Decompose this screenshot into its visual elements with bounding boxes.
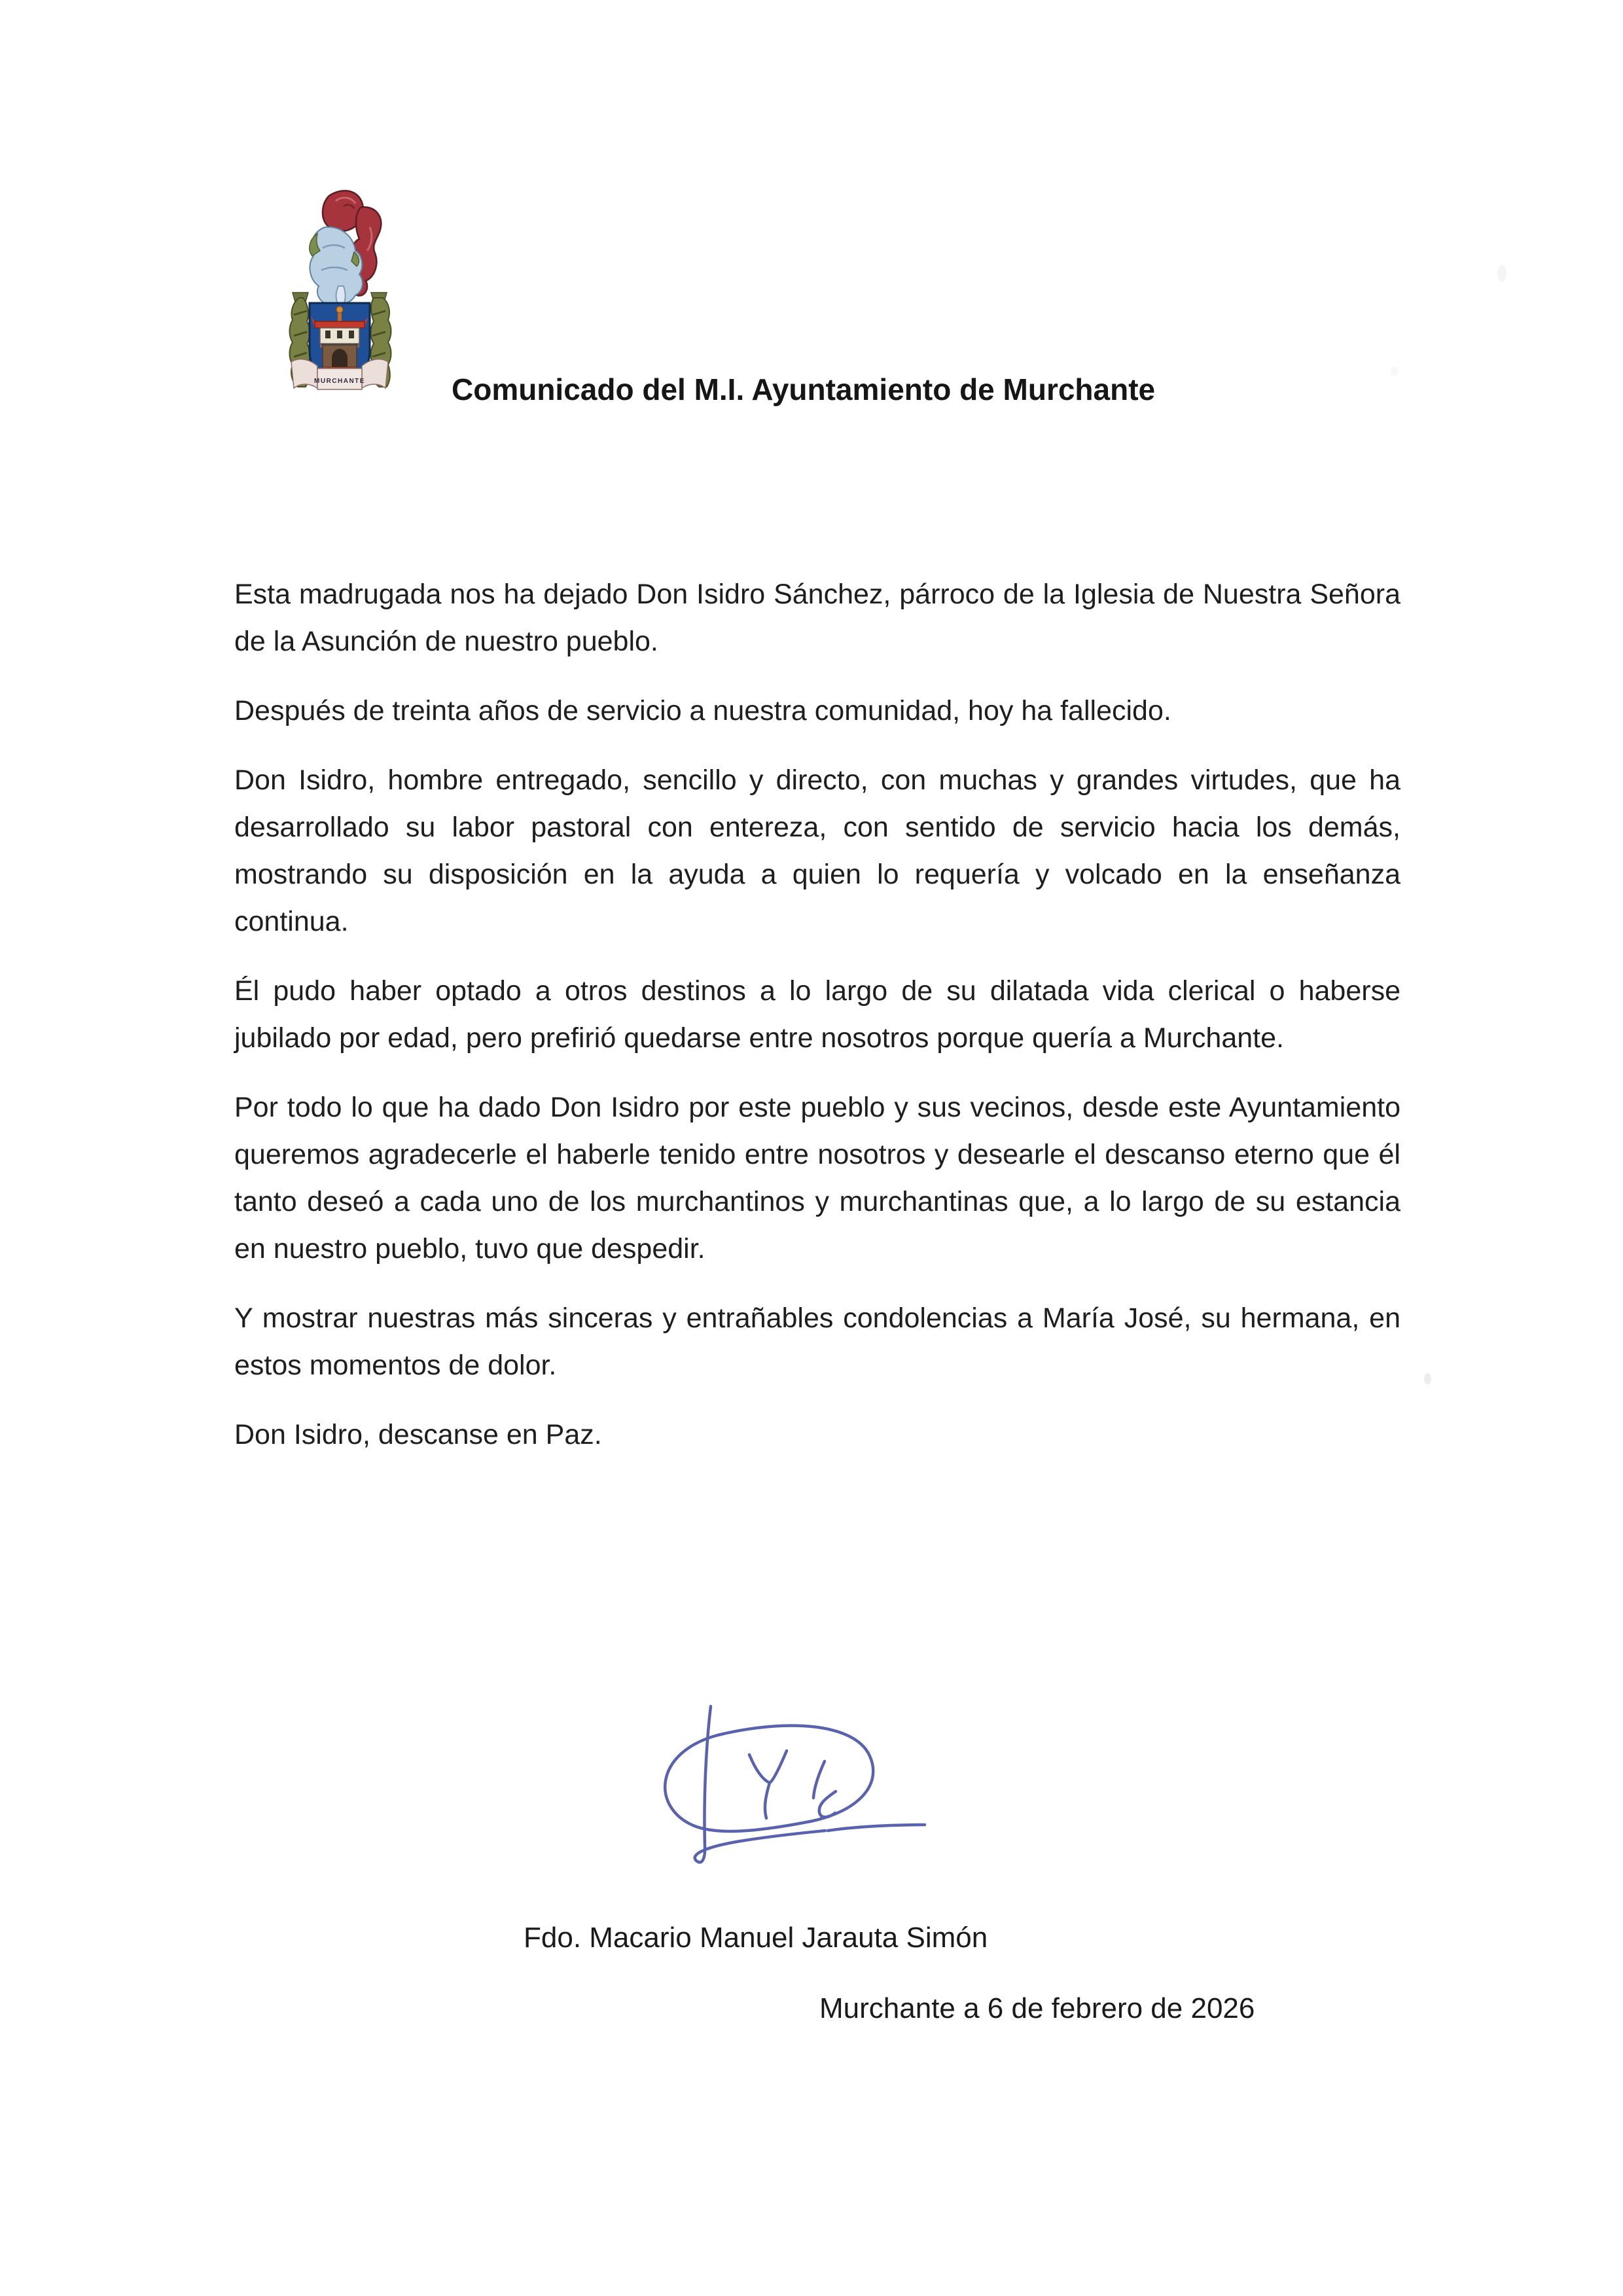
body-paragraph: Después de treinta años de servicio a nuestra comunidad, hoy ha fallecido.: [234, 695, 1171, 726]
body-paragraph: Por todo lo que ha dado Don Isidro por este pueblo y sus vecinos, desde este Ayuntamiento queremos agradecerle el haberle tenido entre nosotros y desearle el descanso eterno que él tanto deseó a cada uno de los murchantinos y murchantinas que, a lo largo de su estancia en nuestro pueblo, tuvo que despedir.: [234, 1092, 1400, 1265]
body-paragraph: Él pudo haber optado a otros destinos a lo largo de su dilatada vida clerical o haberse jubilado por edad, pero prefirió quedarse entre nosotros porque quería a Murchante.: [234, 975, 1400, 1054]
murchante-coat-of-arms-icon: [283, 188, 396, 408]
scan-artifact: [1391, 367, 1399, 376]
letter-body: [234, 571, 1400, 1480]
scan-artifact: [1424, 1373, 1431, 1384]
document-title: Comunicado del M.I. Ayuntamiento de Murchante: [452, 372, 1156, 406]
body-paragraph: Don Isidro, hombre entregado, sencillo y directo, con muchas y grandes virtudes, que ha desarrollado su labor pastoral con entereza, con sentido de servicio hacia los demás, mostrando su disposición en la ayuda a quien lo requería y volcado en la enseñanza continua.: [234, 764, 1400, 937]
signer-line: Fdo. Macario Manuel Jarauta Simón: [524, 1922, 988, 1954]
body-paragraph: Y mostrar nuestras más sinceras y entrañables condolencias a María José, su hermana, en estos momentos de dolor.: [234, 1302, 1400, 1381]
body-paragraph: Esta madrugada nos ha dejado Don Isidro Sánchez, párroco de la Iglesia de Nuestra Señora de la Asunción de nuestro pueblo.: [234, 579, 1400, 657]
dateline: Murchante a 6 de febrero de 2026: [819, 1992, 1255, 2024]
handwritten-signature: [625, 1692, 939, 1882]
crest-mantling: [310, 227, 363, 307]
body-paragraph: Don Isidro, descanse en Paz.: [234, 1419, 602, 1450]
scan-artifact: [1497, 265, 1507, 282]
crest-ribbon-text: MURCHANTE: [314, 378, 365, 385]
